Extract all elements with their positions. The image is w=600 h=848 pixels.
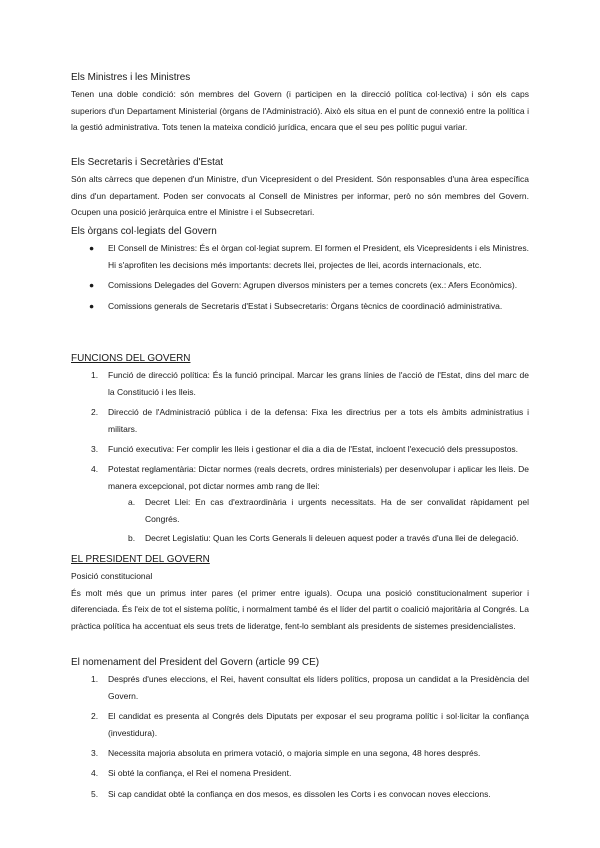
number-marker: 1. (91, 370, 99, 381)
list-item (71, 671, 529, 704)
list-item-text: El candidat es presenta al Congrés dels Diputats per exposar el seu programa polític i sol·licitar la confiança (investidura). (108, 711, 529, 738)
list-item-text: Necessita majoria absoluta en primera votació, o majoria simple en una segona, 48 hores després. (108, 748, 481, 759)
number-marker: 2. (91, 711, 99, 722)
list-item (71, 367, 529, 400)
list-item-text: Potestat reglamentària: Dictar normes (reals decrets, ordres ministerials) per desenvolupar i aplicar les lleis. De manera excepcional, pot dictar normes amb rang de llei: (108, 464, 529, 491)
number-marker: 4. (91, 768, 99, 779)
heading-president: EL PRESIDENT DEL GOVERN (71, 554, 210, 565)
sublist-item-text: Decret Legislatiu: Quan les Corts Generals li deleuen aquest poder a través d'una llei de delegació. (145, 533, 519, 544)
section-ministres (71, 70, 529, 136)
section-nomenament (71, 655, 529, 806)
list-item (71, 277, 529, 293)
heading-nomenament: El nomenament del President del Govern (article 99 CE) (71, 657, 320, 668)
letter-marker: b. (128, 533, 136, 544)
list-item-text: Comissions generals de Secretaris d'Estat i Subsecretaris: Òrgans tècnics de coordinació administrativa. (108, 300, 503, 311)
section-president (71, 552, 529, 634)
nomenament-list (71, 671, 529, 802)
section-organs (71, 224, 529, 318)
number-marker: 3. (91, 748, 99, 759)
list-item (71, 298, 529, 314)
list-item-text: Si obté la confiança, el Rei el nomena President. (108, 768, 292, 779)
list-item-text: Direcció de l'Administració pública i de la defensa: Fixa les directrius per a tots els àmbits administratius i militars. (108, 407, 529, 434)
heading-secretaris: Els Secretaris i Secretàries d'Estat (71, 157, 224, 168)
letter-marker: a. (128, 497, 136, 508)
heading-funcions: FUNCIONS DEL GOVERN (71, 353, 191, 364)
section-secretaris (71, 155, 529, 221)
list-item (71, 745, 529, 761)
list-item (71, 765, 529, 781)
heading-organs: Els òrgans col·legiats del Govern (71, 226, 217, 237)
heading-ministres: Els Ministres i les Ministres (71, 72, 191, 83)
list-item (71, 240, 529, 273)
bullet-marker: ● (89, 243, 95, 254)
list-item (71, 461, 529, 546)
list-item-text: Funció executiva: Fer complir les lleis i gestionar el dia a dia de l'Estat, incloent l'execució dels pressupostos. (108, 444, 519, 455)
number-marker: 2. (91, 407, 99, 418)
sublist-item-text: Decret Llei: En cas d'extraordinària i urgents necessitats. Ha de ser convalidat ràpidament pel Congrés. (145, 497, 529, 524)
paragraph-president: És molt més que un primus inter pares (el primer entre iguals). Ocupa una posició constitucionalment superior i diferenciada. És l'eix de tot el sistema polític, i normalment també és el líder del partit o coalició majoritària al Congrés. La pràctica política ha accentuat els seus trets de lideratge, fent-lo semblant als presidents de sistemes presidencialistes. (71, 587, 530, 631)
sublist-item (108, 494, 529, 527)
list-item (71, 708, 529, 741)
list-item-text: Si cap candidat obté la confiança en dos mesos, es dissolen les Corts i es convocan noves eleccions. (108, 788, 491, 799)
number-marker: 1. (91, 674, 99, 685)
bullet-marker: ● (89, 300, 95, 311)
organs-list (71, 240, 529, 314)
list-item (71, 404, 529, 437)
potestat-sublist (108, 494, 529, 546)
sublist-item (108, 530, 529, 546)
list-item (71, 441, 529, 457)
paragraph-secretaris: Són alts càrrecs que depenen d'un Ministre, d'un Vicepresident o del President. Són responsables d'una àrea específica dins d'un departament. Poden ser convocats al Consell de Ministres per informar, però no són membres del Govern. Ocupen una posició jeràrquica entre el Ministre i el Subsecretari. (71, 174, 529, 218)
funcions-list (71, 367, 529, 546)
list-item-text: Després d'unes eleccions, el Rei, havent consultat els líders polítics, proposa un candidat a la Presidència del Govern. (108, 674, 529, 701)
number-marker: 5. (91, 788, 99, 799)
bullet-marker: ● (89, 280, 95, 291)
number-marker: 3. (91, 444, 99, 455)
list-item (71, 786, 529, 802)
section-funcions (71, 351, 529, 550)
paragraph-ministres: Tenen una doble condició: són membres del Govern (i participen en la direcció política col·lectiva) i són els caps superiors d'un Departament Ministerial (òrgans de l'Administració). Això els situa en el punt de connexió entre la política i la gestió administrativa. Tots tenen la mateixa condició jurídica, encara que el seu pes polític pugui variar. (71, 89, 529, 133)
list-item-text: El Consell de Ministres: És el òrgan col·legiat suprem. El formen el President, els Vicepresidents i els Ministres. Hi s'aprofiten les decisions més importants: decrets llei, projectes de llei, acords internacionals, etc. (108, 243, 529, 270)
number-marker: 4. (91, 464, 99, 475)
subheading-posicio: Posició constitucional (71, 571, 153, 582)
list-item-text: Funció de direcció política: És la funció principal. Marcar les grans línies de l'acció de l'Estat, dins del marc de la Constitució i les lleis. (108, 370, 529, 397)
list-item-text: Comissions Delegades del Govern: Agrupen diversos ministers per a temes concrets (ex.: Afers Econòmics). (108, 280, 518, 291)
